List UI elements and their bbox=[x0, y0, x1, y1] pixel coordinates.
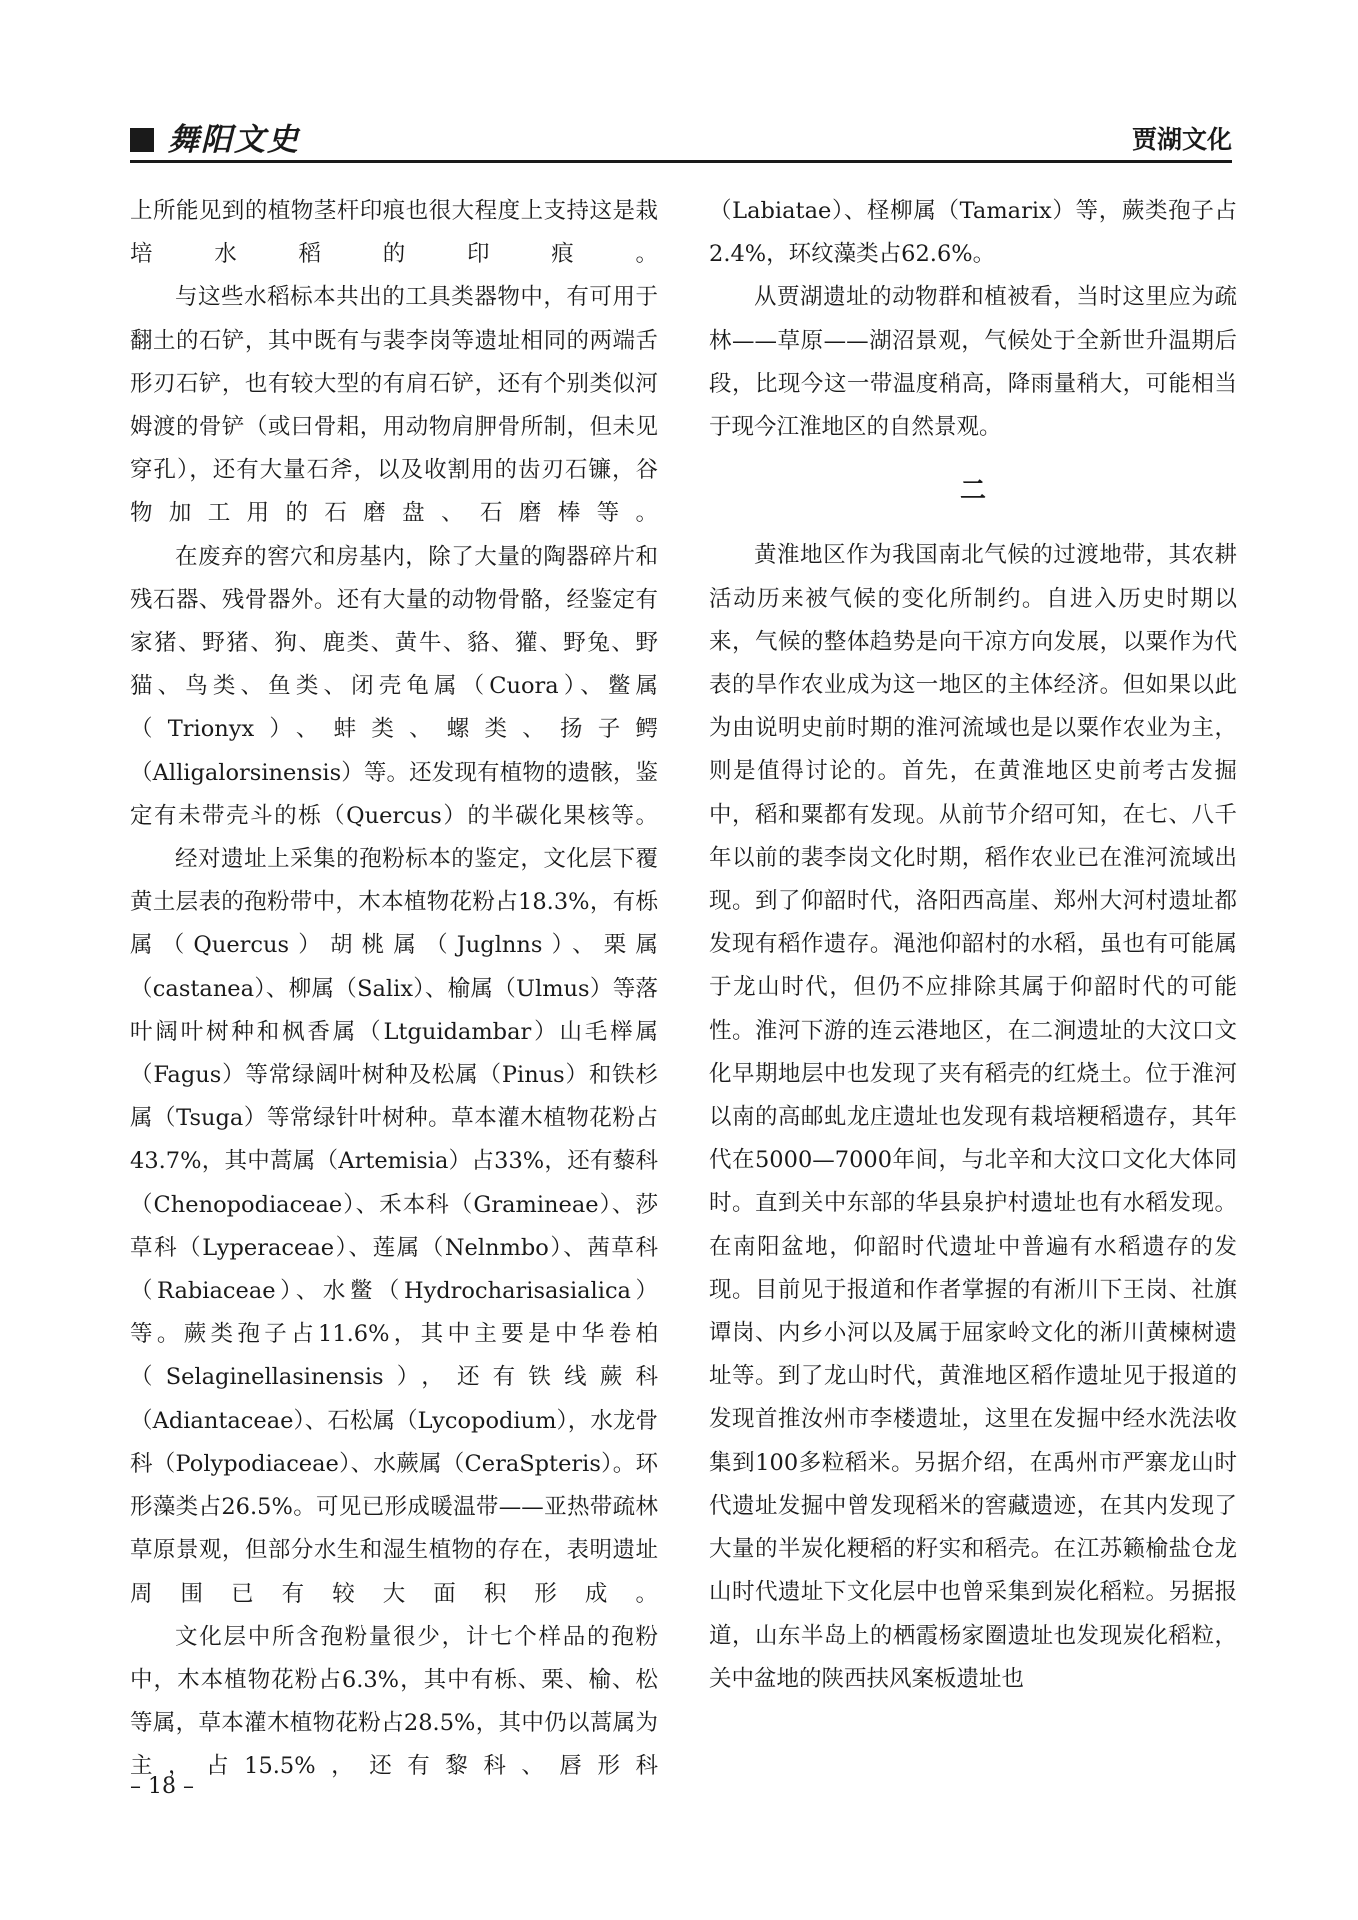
page-header bbox=[130, 118, 1232, 164]
paragraph: 文化层中所含孢粉量很少，计七个样品的孢粉中，木本植物花粉占6.3%，其中有栎、栗、榆、松等属，草本灌木植物花粉占28.5%，其中仍以蒿属为主，占15.5%，还有黎科、唇形科 bbox=[130, 1623, 658, 1780]
paragraph: 上所能见到的植物茎杆印痕也很大程度上支持这是栽培水稻的印痕。 bbox=[130, 198, 658, 268]
paragraph: 从贾湖遗址的动物群和植被看，当时这里应为疏林——草原——湖沼景观，气候处于全新世升温期后段，比现今这一带温度稍高，降雨量稍大，可能相当于现今江淮地区的自然景观。 bbox=[709, 284, 1237, 441]
right-column bbox=[709, 190, 1237, 1701]
section-number: 二 bbox=[959, 476, 986, 507]
section-title: 贾湖文化 bbox=[1131, 125, 1232, 154]
page-number: – 18 – bbox=[130, 1774, 194, 1799]
left-column bbox=[130, 190, 658, 1789]
header-square-mark bbox=[130, 128, 154, 152]
header-rule bbox=[130, 160, 1232, 163]
journal-title: 舞阳文史 bbox=[168, 122, 300, 158]
paragraph: 经对遗址上采集的孢粉标本的鉴定，文化层下覆黄土层表的孢粉带中，木本植物花粉占18.3%，有栎属（Quercus）胡桃属（Juglnns）、栗属（castanea）、柳属（Salix）、榆属（Ulmus）等落叶阔叶树种和枫香属（Ltguidambar）山毛榉属（Fagus）等常绿阔叶树种及松属（Pinus）和铁杉属（Tsuga）等常绿针叶树种。草本灌木植物花粉占43.7%，其中蒿属（Artemisia）占33%，还有藜科（Chenopodiaceae）、禾本科（Gramineae）、莎草科（Lyperaceae）、莲属（Nelnmbo）、茜草科（Rabiaceae）、水鳖（Hydrocharisasialica）等。蕨类孢子占11.6%，其中主要是中华卷柏（Selaginellasinensis），还有铁线蕨科（Adiantaceae）、石松属（Lycopodium），水龙骨科（Polypodiaceae）、水蕨属（CeraSpteris）。环形藻类占26.5%。可见已形成暖温带——亚热带疏林草原景观，但部分水生和湿生植物的存在，表明遗址周围已有较大面积形成。 bbox=[130, 846, 658, 1607]
paragraph: 在废弃的窖穴和房基内，除了大量的陶器碎片和残石器、残骨器外。还有大量的动物骨骼，经鉴定有家猪、野猪、狗、鹿类、黄牛、貉、獾、野兔、野猫、鸟类、鱼类、闭壳龟属（Cuora）、鳖属（Trionyx）、蚌类、螺类、扬子鳄（Alligalorsinensis）等。还发现有植物的遗骸，鉴定有未带壳斗的栎（Quercus）的半碳化果核等。 bbox=[130, 543, 658, 829]
paragraph: 黄淮地区作为我国南北气候的过渡地带，其农耕活动历来被气候的变化所制约。自进入历史时期以来，气候的整体趋势是向干凉方向发展，以粟作为代表的旱作农业成为这一地区的主体经济。但如果以此为由说明史前时期的淮河流域也是以粟作农业为主，则是值得讨论的。首先，在黄淮地区史前考古发掘中，稻和粟都有发现。从前节介绍可知，在七、八千年以前的裴李岗文化时期，稻作农业已在淮河流域出现。到了仰韶时代，洛阳西高崖、郑州大河村遗址都发现有稻作遗存。渑池仰韶村的水稻，虽也有可能属于龙山时代，但仍不应排除其属于仰韶时代的可能性。淮河下游的连云港地区，在二涧遗址的大汶口文化早期地层中也发现了夹有稻壳的红烧土。位于淮河以南的高邮虬龙庄遗址也发现有栽培粳稻遗存，其年代在5000—7000年间，与北辛和大汶口文化大体同时。直到关中东部的华县泉护村遗址也有水稻发现。在南阳盆地，仰韶时代遗址中普遍有水稻遗存的发现。目前见于报道和作者掌握的有淅川下王岗、社旗谭岗、内乡小河以及属于屈家岭文化的淅川黄楝树遗址等。到了龙山时代，黄淮地区稻作遗址见于报道的发现首推汝州市李楼遗址，这里在发掘中经水洗法收集到100多粒稻米。另据介绍，在禹州市严寨龙山时代遗址发掘中曾发现稻米的窖藏遗迹，在其内发现了大量的半炭化粳稻的籽实和稻壳。在江苏籁榆盐仓龙山时代遗址下文化层中也曾采集到炭化稻粒。另据报道，山东半岛上的栖霞杨家圈遗址也发现炭化稻粒，关中盆地的陕西扶风案板遗址也 bbox=[709, 542, 1237, 1692]
paragraph: 与这些水稻标本共出的工具类器物中，有可用于翻土的石铲，其中既有与裴李岗等遗址相同的两端舌形刃石铲，也有较大型的有肩石铲，还有个别类似河姆渡的骨铲（或曰骨耜，用动物肩胛骨所制，但未见穿孔），还有大量石斧，以及收割用的齿刃石镰，谷物加工用的石磨盘、石磨棒等。 bbox=[130, 284, 658, 527]
paragraph: （Labiatae）、柽柳属（Tamarix）等，蕨类孢子占2.4%，环纹藻类占62.6%。 bbox=[709, 198, 1237, 268]
